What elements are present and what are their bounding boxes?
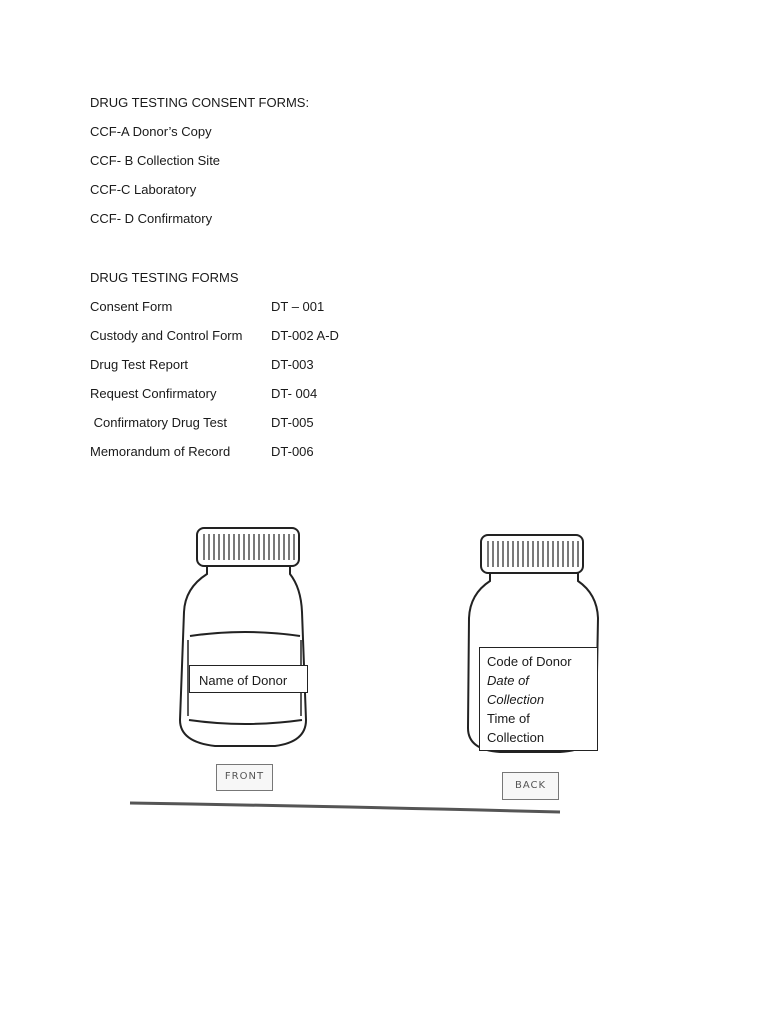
form-name: Memorandum of Record (90, 444, 231, 459)
form-code: DT-003 (271, 357, 314, 372)
testing-forms-heading: DRUG TESTING FORMS (90, 270, 239, 285)
form-code: DT-005 (271, 415, 314, 430)
back-label-line: Collection (487, 692, 545, 707)
front-tag: FRONT (216, 764, 273, 791)
back-label-line: Collection (487, 730, 545, 745)
form-code: DT – 001 (271, 299, 325, 314)
consent-form-item: CCF-C Laboratory (90, 182, 197, 197)
consent-form-item: CCF- D Confirmatory (90, 211, 213, 226)
form-code: DT-002 A-D (271, 328, 339, 343)
consent-form-item: CCF- B Collection Site (90, 153, 221, 168)
back-label-line: Time of (487, 711, 530, 726)
form-name: Request Confirmatory (90, 386, 217, 401)
consent-form-item: CCF-A Donor’s Copy (90, 124, 212, 139)
form-name: Drug Test Report (90, 357, 189, 372)
form-name: Confirmatory Drug Test (90, 415, 228, 430)
form-code: DT- 004 (271, 386, 318, 401)
back-label-line: Code of Donor (487, 654, 572, 669)
form-name: Consent Form (90, 299, 173, 314)
consent-forms-heading: DRUG TESTING CONSENT FORMS: (90, 95, 310, 110)
front-label-box (189, 665, 308, 693)
front-bottle-drawing (180, 528, 306, 746)
front-label-text: Name of Donor (199, 673, 288, 688)
form-name: Custody and Control Form (90, 328, 243, 343)
back-label-line: Date of (487, 673, 529, 688)
back-tag: BACK (502, 772, 559, 800)
form-code: DT-006 (271, 444, 314, 459)
ground-line (130, 803, 560, 812)
back-label-box (479, 647, 598, 751)
